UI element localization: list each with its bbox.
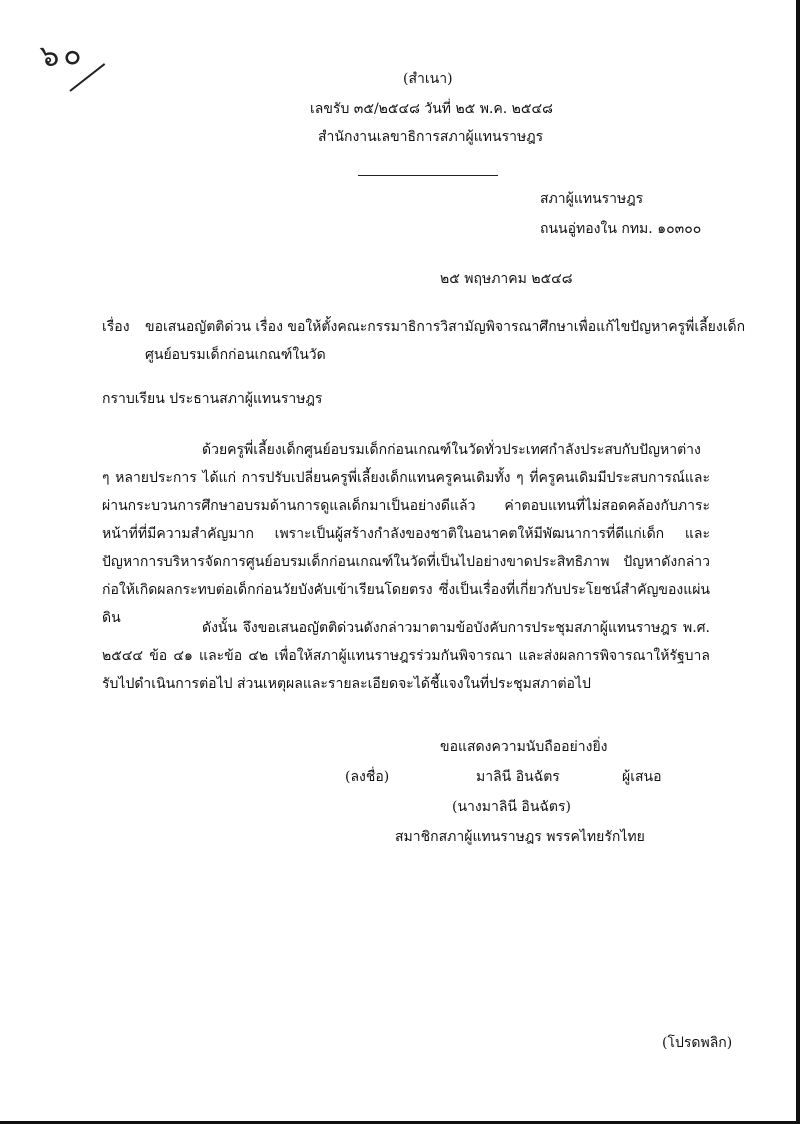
header-divider (358, 175, 498, 176)
sign-label: (ลงชื่อ) (345, 769, 390, 785)
signature-name: มาลินี อินฉัตร (476, 769, 560, 785)
body-paragraph-2: ดังนั้น จึงขอเสนอญัตติด่วนดังกล่าวมาตามข้อบังคับการประชุมสภาผู้แทนราษฎร พ.ศ. ๒๕๔๔ ข้อ ๔๑ และข้อ ๔๒ เพื่อให้สภาผู้แทนราษฎรร่วมกันพิจารณา และส่งผลการพิจารณาให้รัฐบาลรับไปดำเนินการต่อไป ส่วนเหตุผลและรายละเอียดจะได้ชี้แจงในที่ประชุมสภาต่อไป (102, 620, 710, 692)
proposer-full-name: (นางมาลินี อินฉัตร) (452, 799, 572, 815)
closing-regards: ขอแสดงความนับถืออย่างยิ่ง (440, 739, 608, 755)
handwritten-page-number: ๖๐ (38, 36, 87, 75)
address-line-1: สภาผู้แทนราษฎร (540, 191, 644, 207)
subject-line-2: ศูนย์อบรมเด็กก่อนเกณฑ์ในวัด (145, 347, 326, 363)
letter-date: ๒๕ พฤษภาคม ๒๕๔๘ (440, 271, 573, 287)
salutation: กราบเรียน ประธานสภาผู้แทนราษฎร (102, 391, 323, 407)
subject-line-1: ขอเสนอญัตติด่วน เรื่อง ขอให้ตั้งคณะกรรมาธิการวิสามัญพิจารณาศึกษาเพื่อแก้ไขปัญหาครูพี่เลี้ยงเด็ก (145, 319, 746, 335)
subject-label: เรื่อง (102, 319, 130, 335)
proposer-position: สมาชิกสภาผู้แทนราษฎร พรรคไทยรักไทย (395, 829, 645, 845)
receipt-line: เลขรับ ๓๕/๒๕๔๘ วันที่ ๒๕ พ.ค. ๒๕๔๘ (310, 101, 553, 117)
proposer-role: ผู้เสนอ (622, 769, 662, 785)
turn-over-note: (โปรดพลิก) (662, 1035, 733, 1051)
body-paragraph-1: ด้วยครูพี่เลี้ยงเด็กศูนย์อบรมเด็กก่อนเกณฑ์ในวัดทั่วประเทศกำลังประสบกับปัญหาต่าง ๆ หลายประการ ได้แก่ การปรับเปลี่ยนครูพี่เลี้ยงเด็กแทนครูคนเดิมทั้ง ๆ ที่ครูคนเดิมมีประสบการณ์และผ่านกระบวนการศึกษาอบรมด้านการดูแลเด็กมาเป็นอย่างดีแล้ว ค่าตอบแทนที่ไม่สอดคล้องกับภาระหน้าที่ที่มีความสำคัญมาก เพราะเป็นผู้สร้างกำลังของชาติในอนาคตให้มีพัฒนาการที่ดีแก่เด็ก และปัญหาการบริหารจัดการศูนย์อบรมเด็กก่อนเกณฑ์ในวัดที่เป็นไปอย่างขาดประสิทธิภาพ ปัญหาดังกล่าวก่อให้เกิดผลกระทบต่อเด็กก่อนวัยบังคับเข้าเรียนโดยตรง ซึ่งเป็นเรื่องที่เกี่ยวกับประโยชน์สำคัญของแผ่นดิน (102, 442, 710, 626)
office-name: สำนักงานเลขาธิการสภาผู้แทนราษฎร (318, 129, 544, 145)
scan-edge-right (796, 0, 800, 1124)
address-line-2: ถนนอู่ทองใน กทม. ๑๐๓๐๐ (540, 221, 702, 237)
copy-label: (สำเนา) (403, 71, 453, 87)
